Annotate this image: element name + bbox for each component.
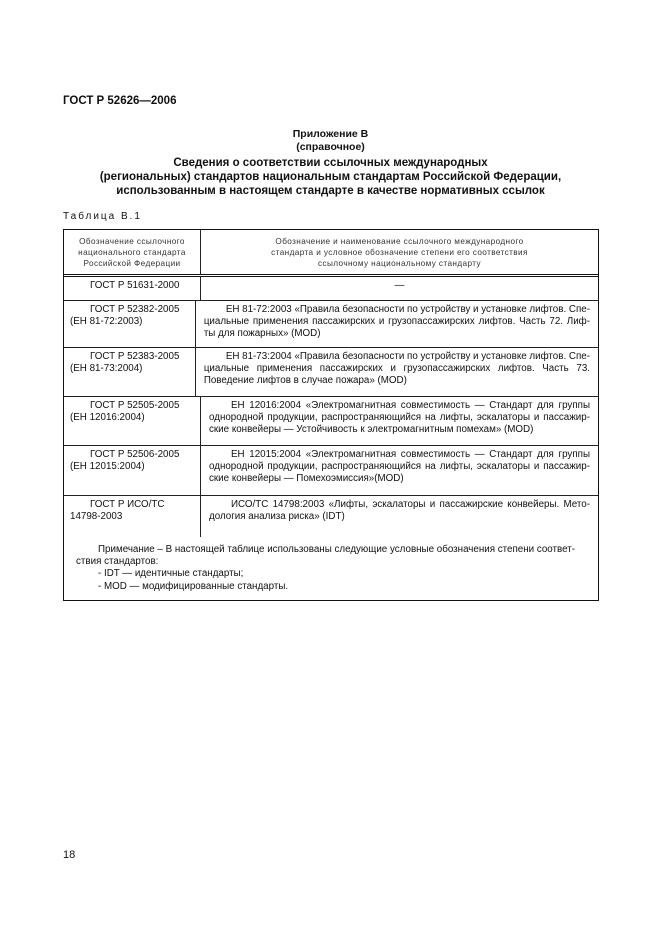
reference-standard-cell [196,301,598,347]
header-line: Обозначение ссылочного [79,237,185,246]
table-row [64,496,598,537]
cell-line: ЕН 81-73:2004 «Правила безопасности по устройству и установке лифтов. Спе- [225,351,590,362]
national-standard-cell [64,397,201,445]
cell-line: однородной продукции, распространяющийся на лифты, эскалаторы и пассажир- [209,461,590,473]
page-number: 18 [63,849,76,861]
reference-standard-cell [201,397,598,445]
header-line: Российской Федерации [83,259,181,268]
cell-line: ИСО/ТС 14798:2003 «Лифты, эскалаторы и пассажирские конвейеры. Мето- [231,499,590,510]
title-line: Сведения о соответствии ссылочных международных [173,157,488,169]
appendix-heading [0,128,661,154]
cell-line: ские конвейеры — Устойчивость к электромагнитным помехам» (MOD) [209,424,534,436]
reference-standard-cell [196,348,598,396]
cell-line: циальные применения пассажирских и грузопассажирских лифтов. Часть 72. Лиф- [203,316,590,328]
cell-line: ЕН 12016:2004 «Электромагнитная совместимость — Стандарт для группы [231,400,590,411]
cell-line: ГОСТ Р 52382-2005 [90,304,180,315]
cell-line: дология анализа риска» (IDT) [209,511,345,523]
cell-line: ГОСТ Р 52383-2005 [90,351,180,362]
cell-line: (ЕН 81-72:2003) [70,316,143,328]
table-header-row [64,230,598,277]
cell-line: ГОСТ Р 52505-2005 [90,400,180,411]
reference-standard-cell [201,446,598,495]
note-line: - IDT — идентичные стандарты; [98,568,244,580]
cell-line: циальные применения пассажирских и грузопассажирских лифтов. Часть 73. [203,363,590,375]
header-national-standard [64,230,201,274]
reference-standard-cell [201,496,598,537]
section-title [0,156,661,198]
table-row [64,397,598,446]
header-line: стандарта и условное обозначение степени его соответствия [271,248,528,257]
cell-line: ГОСТ Р 51631-2000 [90,280,180,291]
cell-line: (ЕН 81-73:2004) [70,363,143,375]
cell-line: — [394,280,405,291]
national-standard-cell [64,277,201,300]
header-line: Обозначение и наименование ссылочного международного [275,237,524,246]
document-code: ГОСТ Р 52626—2006 [63,95,177,107]
appendix-title: Приложение В [292,128,369,140]
reference-standard-cell [201,277,598,300]
table-row [64,301,598,348]
cell-line: ЕН 81-72:2003 «Правила безопасности по устройству и установке лифтов. Спе- [225,304,590,315]
table-row [64,277,598,301]
national-standard-cell [64,446,201,495]
correspondence-table [63,229,599,601]
cell-line: однородной продукции, распространяющийся на лифты, эскалаторы и пассажир- [209,412,590,424]
header-reference-standard [201,230,598,274]
cell-line: ты для пожарных» (MOD) [203,328,321,340]
appendix-subtitle: (справочное) [296,141,365,153]
table-label: Таблица В.1 [63,211,142,222]
table-row [64,348,598,397]
cell-line: ские конвейеры — Помехоэмиссия»(MOD) [209,473,404,485]
note-line: ствия стандартов: [76,556,159,568]
cell-line: (ЕН 12016:2004) [70,412,145,424]
national-standard-cell [64,348,196,396]
table-note-row [64,537,598,600]
title-line: использованным в настоящем стандарте в качестве нормативных ссылок [116,185,545,197]
cell-line: ГОСТ Р 52506-2005 [90,449,180,460]
cell-line: (ЕН 12015:2004) [70,461,145,473]
cell-line: ГОСТ Р ИСО/ТС [90,499,165,510]
national-standard-cell [64,496,201,537]
cell-line: 14798-2003 [70,511,123,523]
header-line: ссылочному национальному стандарту [318,259,481,268]
note-line: Примечание – В настоящей таблице использованы следующие условные обозначения степени соответ- [98,544,575,555]
header-line: национального стандарта [78,248,186,257]
table-row [64,446,598,496]
note-line: - MOD — модифицированные стандарты. [98,580,289,592]
cell-line: ЕН 12015:2004 «Электромагнитная совместимость — Стандарт для группы [231,449,590,460]
table-note [64,537,598,600]
title-line: (региональных) стандартов национальным стандартам Российской Федерации, [99,171,562,183]
national-standard-cell [64,301,196,347]
cell-line: Поведение лифтов в случае пожара» (MOD) [203,375,407,387]
